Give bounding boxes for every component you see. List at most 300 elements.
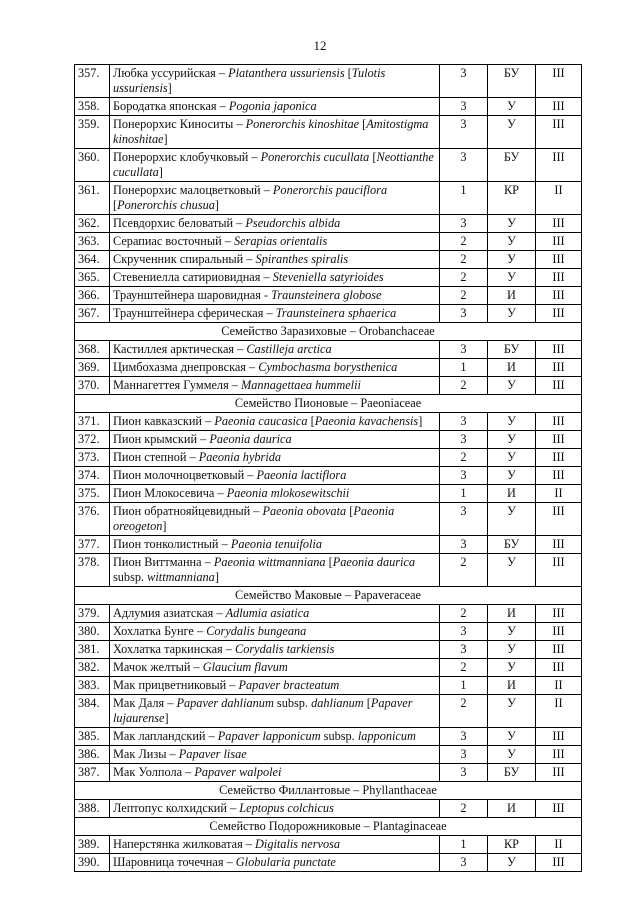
species-name [110, 377, 440, 395]
category-value: 3 [440, 413, 488, 431]
species-row [75, 449, 582, 467]
species-name [110, 233, 440, 251]
row-number: 388. [75, 800, 110, 818]
species-name [110, 800, 440, 818]
name-text-part: Понерорхис Киноситы – [113, 117, 246, 131]
category-value: 3 [440, 341, 488, 359]
category-value: 3 [440, 431, 488, 449]
name-text-part: Серапиас восточный – [113, 234, 234, 248]
latin-name-part: lapponicum [357, 729, 416, 743]
status-value: И [488, 677, 536, 695]
row-number: 371. [75, 413, 110, 431]
status-value: У [488, 116, 536, 149]
species-row [75, 800, 582, 818]
name-text-part: Скрученник спиральный – [113, 252, 256, 266]
species-row [75, 836, 582, 854]
species-name [110, 413, 440, 431]
species-name [110, 467, 440, 485]
species-name [110, 251, 440, 269]
family-header-row [75, 395, 582, 413]
name-text-part: Мак лапландский – [113, 729, 218, 743]
category-value: 1 [440, 677, 488, 695]
species-name [110, 503, 440, 536]
row-number: 377. [75, 536, 110, 554]
name-text-part: [ [344, 66, 352, 80]
species-name [110, 305, 440, 323]
name-text-part: [ [113, 198, 118, 212]
name-text-part: Пион Млокосевича – [113, 486, 227, 500]
species-name [110, 182, 440, 215]
status-value: У [488, 641, 536, 659]
species-row [75, 149, 582, 182]
row-number: 367. [75, 305, 110, 323]
species-name [110, 359, 440, 377]
category-value: 2 [440, 695, 488, 728]
name-text-part: Хохлатка таркинская – [113, 642, 235, 656]
name-text-part: [ [346, 504, 354, 518]
species-row [75, 377, 582, 395]
priority-value: III [536, 341, 582, 359]
priority-value: III [536, 251, 582, 269]
priority-value: III [536, 623, 582, 641]
species-name [110, 746, 440, 764]
family-name: Семейство Заразиховые – Orobanchaceae [75, 323, 582, 341]
row-number: 373. [75, 449, 110, 467]
name-text-part: [ [325, 555, 333, 569]
name-text-part: Понерорхис клобучковый – [113, 150, 261, 164]
category-value: 2 [440, 554, 488, 587]
category-value: 3 [440, 65, 488, 98]
category-value: 3 [440, 503, 488, 536]
family-header-row [75, 782, 582, 800]
priority-value: III [536, 854, 582, 872]
name-text-part: Траунштейнера сферическая – [113, 306, 276, 320]
name-text-part: subsp. [320, 729, 358, 743]
status-value: У [488, 98, 536, 116]
category-value: 3 [440, 764, 488, 782]
status-value: У [488, 659, 536, 677]
species-row [75, 251, 582, 269]
status-value: БУ [488, 764, 536, 782]
row-number: 360. [75, 149, 110, 182]
category-value: 2 [440, 800, 488, 818]
row-number: 382. [75, 659, 110, 677]
status-value: У [488, 269, 536, 287]
priority-value: III [536, 554, 582, 587]
species-row [75, 485, 582, 503]
category-value: 3 [440, 215, 488, 233]
priority-value: II [536, 695, 582, 728]
latin-name-part: wittmanniana [147, 570, 215, 584]
status-value: И [488, 800, 536, 818]
category-value: 2 [440, 659, 488, 677]
row-number: 365. [75, 269, 110, 287]
row-number: 379. [75, 605, 110, 623]
species-row [75, 467, 582, 485]
priority-value: III [536, 659, 582, 677]
row-number: 380. [75, 623, 110, 641]
status-value: У [488, 215, 536, 233]
latin-name-part: Papaver lapponicum [217, 729, 321, 743]
status-value: И [488, 485, 536, 503]
row-number: 361. [75, 182, 110, 215]
species-name [110, 98, 440, 116]
category-value: 1 [440, 485, 488, 503]
species-name [110, 449, 440, 467]
status-value: У [488, 431, 536, 449]
category-value: 1 [440, 359, 488, 377]
latin-name-part: Cymbochasma borysthenica [258, 360, 398, 374]
status-value: У [488, 251, 536, 269]
row-number: 357. [75, 65, 110, 98]
category-value: 3 [440, 116, 488, 149]
name-text-part: Шаровница точечная – [113, 855, 236, 869]
species-name [110, 287, 440, 305]
status-value: БУ [488, 536, 536, 554]
priority-value: III [536, 467, 582, 485]
status-value: У [488, 623, 536, 641]
status-value: У [488, 746, 536, 764]
status-value: КР [488, 182, 536, 215]
status-value: И [488, 605, 536, 623]
species-name [110, 341, 440, 359]
name-text-part: Пион степной – [113, 450, 199, 464]
status-value: У [488, 854, 536, 872]
name-text-part: Хохлатка Бунге – [113, 624, 207, 638]
status-value: У [488, 467, 536, 485]
species-name [110, 695, 440, 728]
name-text-part: Псевдорхис беловатый – [113, 216, 246, 230]
category-value: 3 [440, 728, 488, 746]
latin-name-part: Platanthera ussuriensis [228, 66, 345, 80]
latin-name-part: Papaver lisae [178, 747, 247, 761]
category-value: 3 [440, 746, 488, 764]
species-row [75, 605, 582, 623]
species-name [110, 764, 440, 782]
priority-value: III [536, 377, 582, 395]
latin-name-part: Papaver bracteatum [238, 678, 340, 692]
priority-value: III [536, 359, 582, 377]
latin-name-part: Corydalis tarkiensis [235, 642, 335, 656]
latin-name-part: Paeonia daurica [332, 555, 416, 569]
species-table [74, 64, 582, 872]
priority-value: III [536, 233, 582, 251]
name-text-part: subsp. [113, 570, 148, 584]
species-row [75, 623, 582, 641]
name-text-part: Понерорхис малоцветковый – [113, 183, 273, 197]
category-value: 2 [440, 377, 488, 395]
species-name [110, 854, 440, 872]
name-text-part: Стевениелла сатириовидная – [113, 270, 273, 284]
page-number: 12 [313, 38, 327, 53]
family-name: Семейство Филлантовые – Phyllanthaceae [75, 782, 582, 800]
row-number: 390. [75, 854, 110, 872]
priority-value: III [536, 287, 582, 305]
latin-name-part: Amitostigma kinoshitae [113, 117, 429, 146]
latin-name-part: Paeonia mlokosewitschii [226, 486, 350, 500]
family-name: Семейство Пионовые – Paeoniaceae [75, 395, 582, 413]
priority-value: III [536, 65, 582, 98]
name-text-part: Любка уссурийская – [113, 66, 229, 80]
status-value: У [488, 377, 536, 395]
name-text-part: ] [167, 81, 172, 95]
latin-name-part: Paeonia obovata [262, 504, 347, 518]
priority-value: III [536, 503, 582, 536]
row-number: 362. [75, 215, 110, 233]
priority-value: III [536, 536, 582, 554]
category-value: 3 [440, 467, 488, 485]
status-value: КР [488, 836, 536, 854]
name-text-part: subsp. [273, 696, 312, 710]
latin-name-part: Ponerorchis pauciflora [272, 183, 388, 197]
species-row [75, 269, 582, 287]
species-row [75, 215, 582, 233]
species-row [75, 854, 582, 872]
priority-value: II [536, 677, 582, 695]
latin-name-part: Digitalis nervosa [255, 837, 341, 851]
species-row [75, 536, 582, 554]
category-value: 2 [440, 449, 488, 467]
row-number: 381. [75, 641, 110, 659]
species-name [110, 677, 440, 695]
latin-name-part: Papaver lujaurense [113, 696, 413, 725]
name-text-part: [ [369, 150, 377, 164]
species-name [110, 836, 440, 854]
species-table-body [75, 65, 582, 872]
species-row [75, 233, 582, 251]
priority-value: III [536, 605, 582, 623]
family-name: Семейство Маковые – Papaveraceae [75, 587, 582, 605]
status-value: И [488, 359, 536, 377]
name-text-part: Бородатка японская – [113, 99, 229, 113]
species-row [75, 746, 582, 764]
status-value: У [488, 503, 536, 536]
name-text-part: ] [158, 165, 163, 179]
latin-name-part: Castilleja arctica [246, 342, 332, 356]
priority-value: III [536, 269, 582, 287]
name-text-part: Пион молочноцветковый – [113, 468, 257, 482]
priority-value: II [536, 485, 582, 503]
species-name [110, 485, 440, 503]
species-row [75, 116, 582, 149]
row-number: 383. [75, 677, 110, 695]
species-row [75, 413, 582, 431]
name-text-part: Мак Даля – [113, 696, 177, 710]
name-text-part: Пион кавказский – [113, 414, 215, 428]
name-text-part: Пион тонколистный – [113, 537, 231, 551]
row-number: 386. [75, 746, 110, 764]
priority-value: III [536, 728, 582, 746]
family-header-row [75, 587, 582, 605]
name-text-part: [ [307, 414, 315, 428]
name-text-part: ] [214, 570, 219, 584]
species-row [75, 182, 582, 215]
species-name [110, 431, 440, 449]
species-row [75, 503, 582, 536]
species-row [75, 659, 582, 677]
species-name [110, 149, 440, 182]
category-value: 3 [440, 623, 488, 641]
row-number: 376. [75, 503, 110, 536]
name-text-part: Мачок желтый – [113, 660, 203, 674]
name-text-part: Кастиллея арктическая – [113, 342, 247, 356]
species-name [110, 659, 440, 677]
latin-name-part: Pogonia japonica [228, 99, 317, 113]
row-number: 370. [75, 377, 110, 395]
species-row [75, 341, 582, 359]
latin-name-part: Mannagettaea hummelii [241, 378, 361, 392]
priority-value: III [536, 764, 582, 782]
category-value: 3 [440, 641, 488, 659]
category-value: 3 [440, 98, 488, 116]
status-value: У [488, 695, 536, 728]
species-row [75, 764, 582, 782]
row-number: 389. [75, 836, 110, 854]
row-number: 375. [75, 485, 110, 503]
priority-value: III [536, 149, 582, 182]
priority-value: III [536, 746, 582, 764]
latin-name-part: Leptopus colchicus [239, 801, 334, 815]
latin-name-part: Glaucium flavum [202, 660, 288, 674]
name-text-part: Адлумия азиатская – [113, 606, 226, 620]
species-row [75, 65, 582, 98]
latin-name-part: Paeonia caucasica [214, 414, 308, 428]
name-text-part: Пион крымский – [113, 432, 210, 446]
latin-name-part: Ponerorchis kinoshitae [245, 117, 360, 131]
name-text-part: Наперстянка жилковатая – [113, 837, 256, 851]
row-number: 364. [75, 251, 110, 269]
latin-name-part: Papaver walpolei [194, 765, 282, 779]
category-value: 2 [440, 287, 488, 305]
species-name [110, 65, 440, 98]
latin-name-part: Globularia punctate [235, 855, 336, 869]
latin-name-part: Ponerorchis cucullata [260, 150, 370, 164]
species-row [75, 677, 582, 695]
priority-value: III [536, 800, 582, 818]
latin-name-part: Pseudorchis albida [245, 216, 341, 230]
species-row [75, 641, 582, 659]
species-row [75, 728, 582, 746]
species-name [110, 536, 440, 554]
status-value: У [488, 449, 536, 467]
priority-value: III [536, 431, 582, 449]
category-value: 2 [440, 233, 488, 251]
latin-name-part: Paeonia hybrida [198, 450, 282, 464]
latin-name-part: Paeonia wittmanniana [213, 555, 326, 569]
row-number: 359. [75, 116, 110, 149]
category-value: 1 [440, 182, 488, 215]
latin-name-part: Serapias orientalis [234, 234, 328, 248]
row-number: 387. [75, 764, 110, 782]
name-text-part: Цимбохазма днепровская – [113, 360, 259, 374]
latin-name-part: Traunsteinera sphaerica [275, 306, 397, 320]
priority-value: III [536, 413, 582, 431]
row-number: 368. [75, 341, 110, 359]
status-value: У [488, 233, 536, 251]
species-row [75, 305, 582, 323]
status-value: У [488, 305, 536, 323]
status-value: У [488, 554, 536, 587]
priority-value: III [536, 449, 582, 467]
name-text-part: Мак Уолпола – [113, 765, 195, 779]
species-row [75, 359, 582, 377]
status-value: БУ [488, 341, 536, 359]
category-value: 3 [440, 854, 488, 872]
species-name [110, 623, 440, 641]
name-text-part: ] [418, 414, 423, 428]
name-text-part: ] [163, 132, 168, 146]
priority-value: III [536, 215, 582, 233]
priority-value: III [536, 116, 582, 149]
latin-name-part: Corydalis bungeana [206, 624, 307, 638]
category-value: 2 [440, 269, 488, 287]
species-name [110, 641, 440, 659]
status-value: У [488, 728, 536, 746]
latin-name-part: Steveniella satyrioides [272, 270, 384, 284]
category-value: 1 [440, 836, 488, 854]
latin-name-part: Paeonia oreogeton [113, 504, 395, 533]
name-text-part: Мак прицветниковый – [113, 678, 239, 692]
category-value: 3 [440, 305, 488, 323]
species-row [75, 431, 582, 449]
name-text-part: ] [164, 711, 169, 725]
name-text-part: [ [363, 696, 371, 710]
species-row [75, 554, 582, 587]
status-value: И [488, 287, 536, 305]
row-number: 363. [75, 233, 110, 251]
row-number: 366. [75, 287, 110, 305]
row-number: 384. [75, 695, 110, 728]
row-number: 378. [75, 554, 110, 587]
family-header-row [75, 323, 582, 341]
row-number: 374. [75, 467, 110, 485]
priority-value: II [536, 836, 582, 854]
species-row [75, 98, 582, 116]
name-text-part: ] [162, 519, 167, 533]
species-row [75, 695, 582, 728]
latin-name-part: Paeonia tenuifolia [230, 537, 323, 551]
latin-name-part: Papaver dahlianum [176, 696, 274, 710]
species-name [110, 728, 440, 746]
priority-value: III [536, 305, 582, 323]
row-number: 369. [75, 359, 110, 377]
name-text-part: Траунштейнера шаровидная - [113, 288, 272, 302]
name-text-part: Маннагеттея Гуммеля – [113, 378, 242, 392]
latin-name-part: dahlianum [311, 696, 364, 710]
status-value: У [488, 413, 536, 431]
latin-name-part: Ponerorchis chusua [117, 198, 215, 212]
category-value: 3 [440, 536, 488, 554]
category-value: 3 [440, 149, 488, 182]
species-name [110, 269, 440, 287]
status-value: БУ [488, 65, 536, 98]
species-name [110, 116, 440, 149]
name-text-part: ] [214, 198, 220, 212]
row-number: 358. [75, 98, 110, 116]
status-value: БУ [488, 149, 536, 182]
category-value: 2 [440, 605, 488, 623]
latin-name-part: Neottianthe cucullata [113, 150, 434, 179]
category-value: 2 [440, 251, 488, 269]
family-name: Семейство Подорожниковые – Plantaginaceae [75, 818, 582, 836]
latin-name-part: Tulotis ussuriensis [113, 66, 386, 95]
name-text-part: [ [359, 117, 367, 131]
species-name [110, 215, 440, 233]
name-text-part: Пион Виттманна – [113, 555, 214, 569]
row-number: 385. [75, 728, 110, 746]
priority-value: II [536, 182, 582, 215]
name-text-part: Мак Лизы – [113, 747, 179, 761]
